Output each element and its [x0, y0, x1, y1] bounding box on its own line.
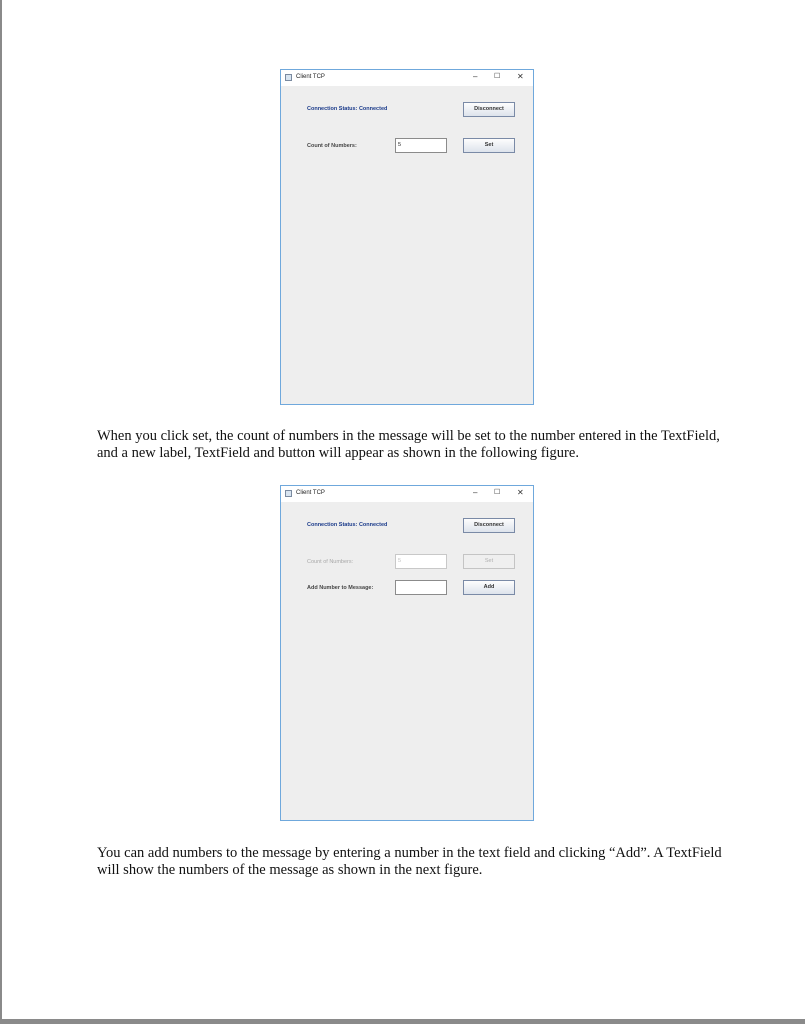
maximize-icon[interactable]: ☐	[494, 489, 501, 496]
add-number-label: Add Number to Message:	[307, 585, 374, 591]
maximize-icon[interactable]: ☐	[494, 73, 501, 80]
window-title: Client TCP	[296, 74, 325, 80]
close-icon[interactable]: ✕	[517, 72, 524, 81]
connection-status-label: Connection Status: Connected	[307, 522, 388, 528]
count-of-numbers-input: 5	[395, 554, 447, 569]
java-app-icon	[285, 74, 292, 81]
connection-status-label: Connection Status: Connected	[307, 106, 388, 112]
client-window-figure-2	[280, 485, 534, 821]
set-button: Set	[463, 554, 515, 569]
window-titlebar	[281, 486, 533, 502]
client-window-figure-1	[280, 69, 534, 405]
disconnect-button[interactable]: Disconnect	[463, 518, 515, 533]
page-edge	[0, 0, 2, 1024]
add-button[interactable]: Add	[463, 580, 515, 595]
count-of-numbers-label: Count of Numbers:	[307, 143, 357, 149]
add-number-input[interactable]	[395, 580, 447, 595]
page-edge	[0, 1019, 805, 1024]
close-icon[interactable]: ✕	[517, 488, 524, 497]
window-titlebar	[281, 70, 533, 86]
minimize-icon[interactable]: –	[473, 72, 478, 81]
java-app-icon	[285, 490, 292, 497]
window-title: Client TCP	[296, 490, 325, 496]
paragraph-1: When you click set, the count of numbers in the message will be set to the number entered in the TextField, and a new label, TextField and button will appear as shown in the following figure.	[97, 428, 720, 461]
count-of-numbers-label: Count of Numbers:	[307, 559, 354, 565]
count-of-numbers-input[interactable]: 5	[395, 138, 447, 153]
disconnect-button[interactable]: Disconnect	[463, 102, 515, 117]
minimize-icon[interactable]: –	[473, 488, 478, 497]
set-button[interactable]: Set	[463, 138, 515, 153]
paragraph-2: You can add numbers to the message by entering a number in the text field and clicking “Add”. A TextField will show the numbers of the message as shown in the next figure.	[97, 845, 722, 878]
